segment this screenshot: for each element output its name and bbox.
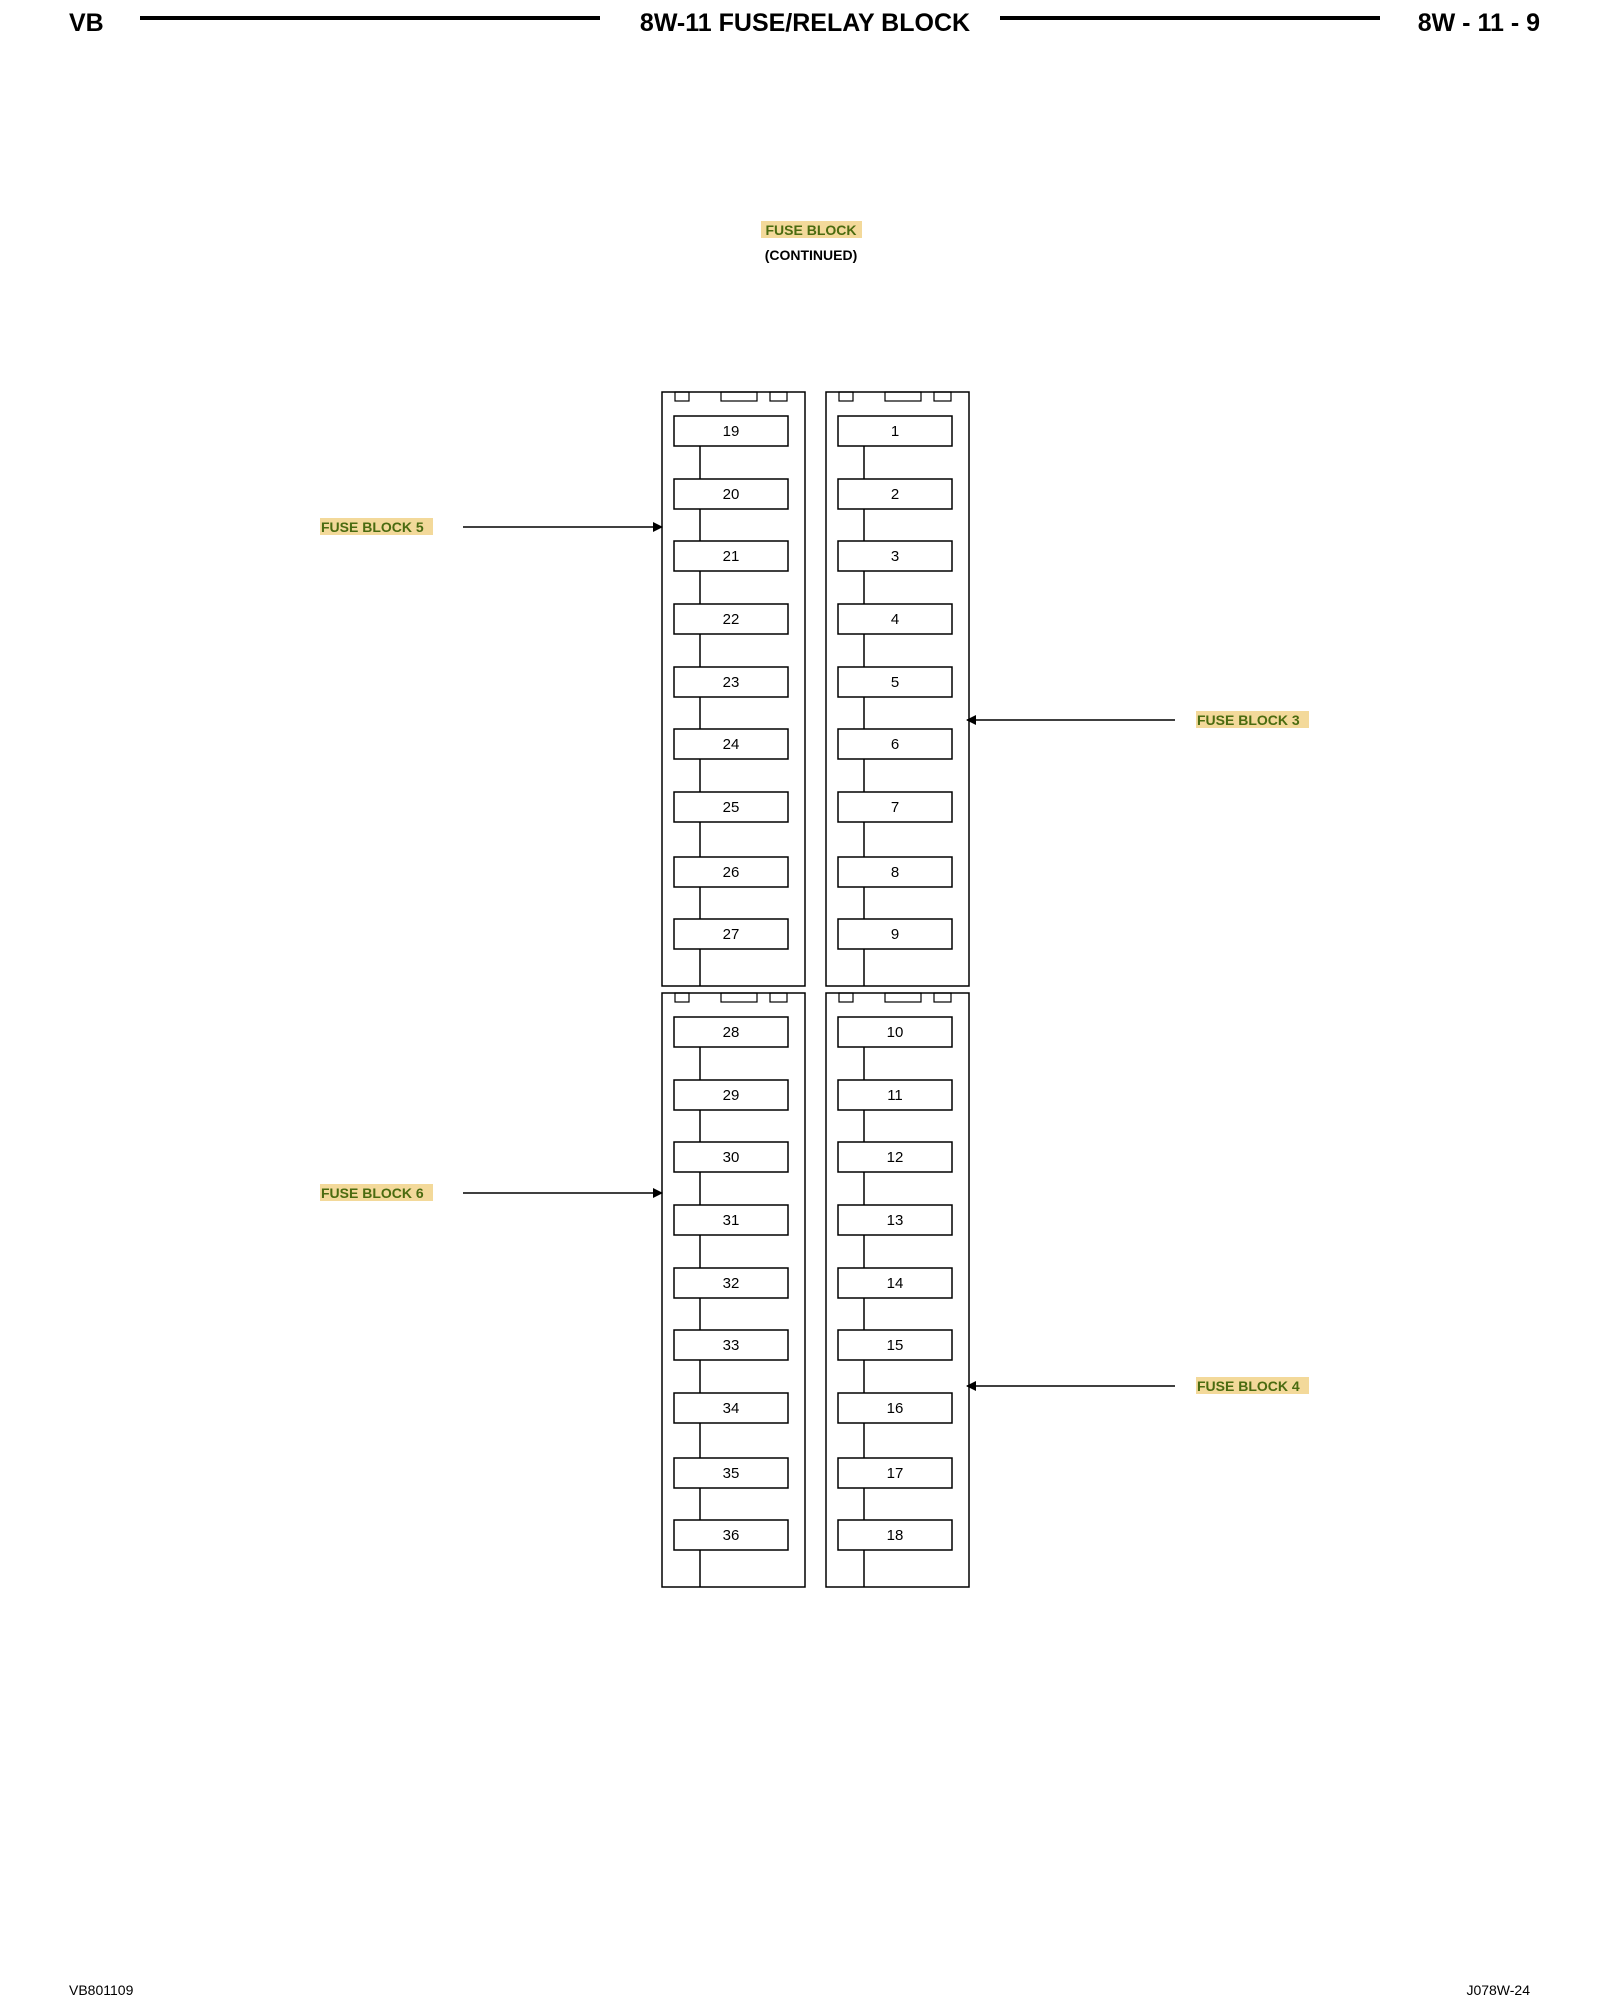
fuse-number: 36 xyxy=(722,1527,740,1544)
fuse-number: 16 xyxy=(886,1400,904,1417)
fuse-number: 4 xyxy=(890,611,900,628)
block-clip xyxy=(934,993,951,1002)
fuse-number: 11 xyxy=(887,1087,903,1104)
fuse-number: 14 xyxy=(886,1275,904,1292)
callout-fuse-block-4: FUSE BLOCK 4 xyxy=(1197,1378,1300,1394)
fuse-number: 21 xyxy=(722,548,740,565)
fuse-number: 25 xyxy=(722,799,740,816)
fuse-number: 33 xyxy=(722,1337,740,1354)
callout-fuse-block-3: FUSE BLOCK 3 xyxy=(1197,712,1300,728)
fuse-number: 26 xyxy=(722,864,740,881)
block-clip xyxy=(770,993,787,1002)
block-clip xyxy=(885,993,921,1002)
fuse-number: 32 xyxy=(722,1275,740,1292)
diagram-subtitle: (CONTINUED) xyxy=(764,247,858,263)
fuse-number: 28 xyxy=(722,1024,740,1041)
callout-fuse-block-5: FUSE BLOCK 5 xyxy=(321,519,424,535)
block-clip xyxy=(721,392,757,401)
page-number: 8W - 11 - 9 xyxy=(1417,9,1540,37)
block-clip xyxy=(934,392,951,401)
fuse-number: 35 xyxy=(722,1465,740,1482)
fuse-number: 23 xyxy=(722,674,740,691)
fuse-number: 10 xyxy=(886,1024,904,1041)
fuse-number: 29 xyxy=(722,1087,740,1104)
fuse-number: 31 xyxy=(722,1212,740,1229)
page-title: 8W-11 FUSE/RELAY BLOCK xyxy=(639,9,971,37)
fuse-number: 30 xyxy=(722,1149,740,1166)
fuse-number: 7 xyxy=(890,799,900,816)
fuse-number: 24 xyxy=(722,736,740,753)
fuse-number: 5 xyxy=(890,674,900,691)
fuse-number: 17 xyxy=(886,1465,904,1482)
fuse-number: 6 xyxy=(890,736,900,753)
fuse-number: 22 xyxy=(722,611,740,628)
callout-fuse-block-6: FUSE BLOCK 6 xyxy=(321,1185,424,1201)
fuse-number: 27 xyxy=(722,926,740,943)
fuse-block-fb5 xyxy=(662,392,805,986)
block-clip xyxy=(675,993,689,1002)
header-section-code: VB xyxy=(69,9,104,37)
block-clip xyxy=(885,392,921,401)
fuse-number: 19 xyxy=(722,423,740,440)
fuse-number: 20 xyxy=(722,486,740,503)
block-clip xyxy=(675,392,689,401)
fuse-blocks xyxy=(662,392,969,1587)
fuse-number: 13 xyxy=(886,1212,904,1229)
fuse-number: 2 xyxy=(890,486,900,503)
fuse-number: 34 xyxy=(722,1400,740,1417)
fuse-block-fb3 xyxy=(826,392,969,986)
fuse-number: 1 xyxy=(890,423,900,440)
footer-doc-id: VB801109 xyxy=(69,1982,134,1998)
footer-figure-id: J078W-24 xyxy=(1466,1982,1530,1998)
fuse-number: 8 xyxy=(890,864,900,881)
block-clip xyxy=(770,392,787,401)
diagram-title: FUSE BLOCK xyxy=(765,222,857,238)
fuse-number: 15 xyxy=(886,1337,904,1354)
fuse-number: 12 xyxy=(886,1149,904,1166)
fuse-block-fb4 xyxy=(826,993,969,1587)
fuse-number: 3 xyxy=(890,548,900,565)
fuse-block-fb6 xyxy=(662,993,805,1587)
block-clip xyxy=(839,993,853,1002)
fuse-number: 18 xyxy=(886,1527,904,1544)
block-clip xyxy=(721,993,757,1002)
fuse-number: 9 xyxy=(890,926,900,943)
block-clip xyxy=(839,392,853,401)
